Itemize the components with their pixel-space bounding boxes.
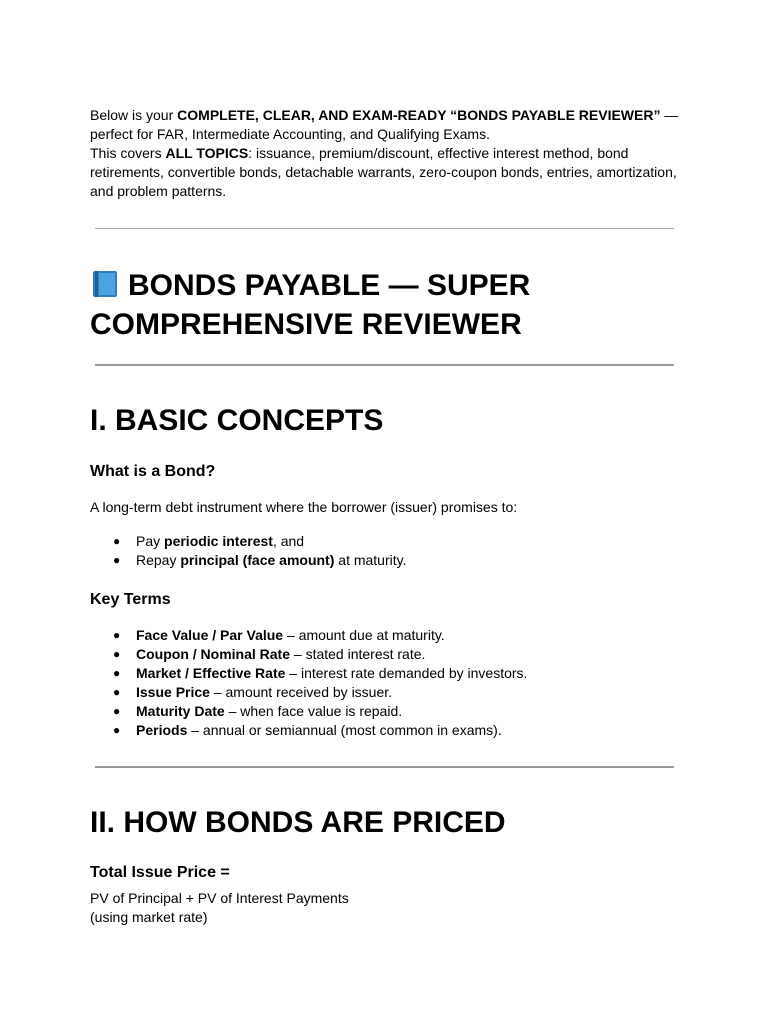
term-name: Periods <box>136 722 188 738</box>
list-bold: principal (face amount) <box>180 552 335 568</box>
subheading-what-is-bond: What is a Bond? <box>90 463 216 480</box>
pricing-formula-line: PV of Principal + PV of Interest Payments <box>90 890 349 906</box>
bond-promises-list <box>90 532 406 570</box>
term-definition: – amount due at maturity. <box>283 627 445 643</box>
term-name: Face Value / Par Value <box>136 627 284 643</box>
list-item <box>90 532 406 551</box>
list-item <box>90 683 527 702</box>
term-definition: – annual or semiannual (most common in exams). <box>187 722 502 738</box>
list-item <box>90 664 527 683</box>
term-name: Maturity Date <box>136 703 225 719</box>
list-item <box>90 551 406 570</box>
intro-text: : issuance, premium/discount, effective interest method, bond retirements, convertible bonds, detachable warrants, zero-coupon bonds, entries, amortization, and problem patterns. <box>90 145 677 199</box>
list-item <box>90 721 527 740</box>
list-item <box>90 626 527 645</box>
list-item <box>90 645 527 664</box>
term-name: Coupon / Nominal Rate <box>136 646 290 662</box>
bullet-icon: ● <box>113 553 121 567</box>
bullet-icon: ● <box>113 534 121 548</box>
term-definition: – interest rate demanded by investors. <box>285 665 528 681</box>
pricing-formula-note: (using market rate) <box>90 909 208 925</box>
divider <box>95 364 674 366</box>
intro-bold: ALL TOPICS <box>165 145 249 161</box>
subheading-total-issue-price: Total Issue Price = <box>90 864 230 881</box>
divider <box>95 766 674 768</box>
list-text: Pay <box>136 533 165 549</box>
term-name: Market / Effective Rate <box>136 665 286 681</box>
pricing-formula <box>90 889 680 927</box>
page-title-text: BONDS PAYABLE — SUPER COMPREHENSIVE REVIEWER <box>90 269 531 341</box>
bullet-icon: ● <box>113 628 121 642</box>
blue-book-icon <box>90 269 120 299</box>
section-heading-bond-pricing: II. HOW BONDS ARE PRICED <box>90 806 506 839</box>
bond-definition: A long-term debt instrument where the borrower (issuer) promises to: <box>90 499 518 515</box>
bullet-icon: ● <box>113 704 121 718</box>
intro-text: perfect for FAR, Intermediate Accounting, and Qualifying Exams. <box>90 126 490 142</box>
intro-text: — <box>660 107 679 123</box>
bullet-icon: ● <box>113 723 121 737</box>
term-definition: – amount received by issuer. <box>209 684 393 700</box>
list-item <box>90 702 527 721</box>
list-text: at maturity. <box>334 552 407 568</box>
list-text: , and <box>272 533 305 549</box>
key-terms-list <box>90 626 527 740</box>
term-name: Issue Price <box>136 684 210 700</box>
list-text: Repay <box>136 552 181 568</box>
intro-paragraph <box>90 106 680 201</box>
intro-text: This covers <box>90 145 166 161</box>
page-title <box>90 266 610 344</box>
list-bold: periodic interest <box>164 533 273 549</box>
bullet-icon: ● <box>113 685 121 699</box>
intro-bold: COMPLETE, CLEAR, AND EXAM-READY “BONDS PAYABLE REVIEWER” <box>177 107 661 123</box>
intro-text: Below is your <box>90 107 178 123</box>
term-definition: – stated interest rate. <box>290 646 426 662</box>
section-heading-basic-concepts: I. BASIC CONCEPTS <box>90 404 384 437</box>
divider <box>95 228 674 229</box>
term-definition: – when face value is repaid. <box>224 703 403 719</box>
bullet-icon: ● <box>113 647 121 661</box>
subheading-key-terms: Key Terms <box>90 591 171 608</box>
intro-block <box>90 106 680 201</box>
bullet-icon: ● <box>113 666 121 680</box>
